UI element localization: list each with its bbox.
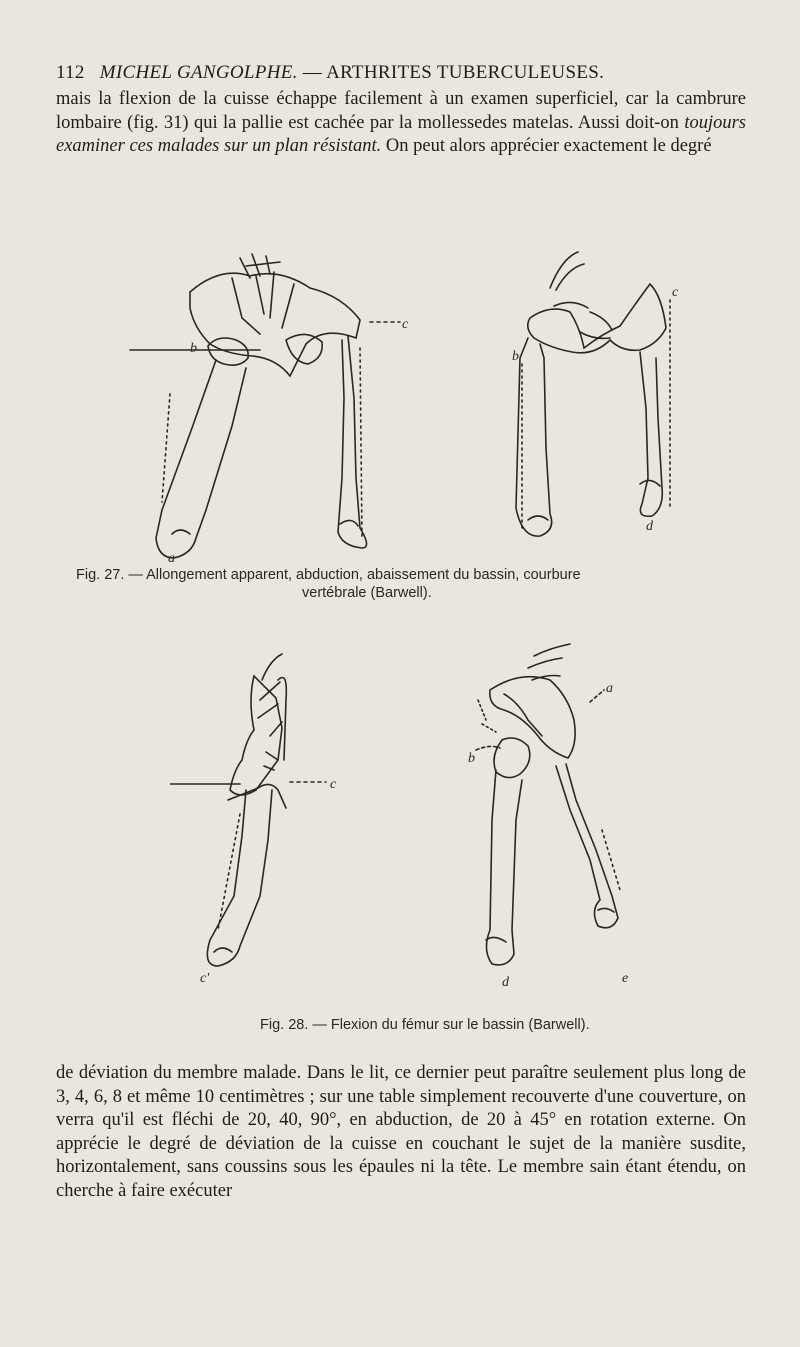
- fig27-label-a-left: a: [168, 551, 175, 566]
- paragraph-top-text-2: On peut alors apprécier exactement le degré: [381, 136, 712, 157]
- figure-27-caption: [76, 566, 756, 602]
- paragraph-top: [56, 88, 746, 159]
- figure-27-caption-line2: vertébrale (Barwell).: [302, 585, 432, 601]
- fig27-label-d-right: d: [646, 519, 653, 534]
- fig27-right-skeleton: [516, 252, 670, 536]
- running-header: [56, 62, 746, 84]
- fig27-left-skeleton: [130, 254, 400, 558]
- fig27-label-c-left: c: [402, 317, 409, 332]
- fig28-label-a: a: [606, 681, 613, 696]
- fig28-label-c: c: [330, 777, 337, 792]
- header-title: ARTHRITES TUBERCULEUSES.: [326, 62, 605, 83]
- figure-27-caption-line1: Fig. 27. — Allongement apparent, abduction, abaissement du bassin, courbure: [76, 567, 581, 583]
- fig28-label-e: e: [622, 971, 629, 986]
- page-number: 112: [56, 62, 85, 83]
- figure-28: [170, 640, 670, 1006]
- fig28-right-skeleton: [476, 644, 620, 965]
- header-separator: —: [302, 62, 323, 83]
- fig27-label-c-right: c: [672, 285, 679, 300]
- fig28-label-c-prime: c': [200, 971, 210, 986]
- fig28-label-d: d: [502, 975, 509, 990]
- header-author: MICHEL GANGOLPHE.: [99, 62, 298, 83]
- figure-27: [110, 248, 690, 566]
- paragraph-top-italic: toujours examiner ces malades sur un plan résistant.: [56, 112, 746, 157]
- figure-27-illustration: [110, 248, 690, 566]
- paragraph-bottom: de déviation du membre malade. Dans le lit, ce dernier peut paraître seulement plus long de 3, 4, 6, 8 et même 10 centimètres ; sur une table simplement recouverte d'une couverture, on verra qu'il est fléchi de 20, 40, 90°, en abduction, de 20 à 45° en rotation externe. On apprécie le degré de déviation de la cuisse en couchant le sujet de la manière susdite, horizontalement, sans coussins sous les épaules ni la tête. Le membre sain étant étendu, on cherche à faire exécuter: [56, 1063, 746, 1201]
- fig27-label-b-left: b: [190, 341, 197, 356]
- paragraph-top-text-1: mais la flexion de la cuisse échappe facilement à un examen superficiel, car la cambrure lombaire (fig. 31) qui la pallie est cachée par la mollessedes matelas. Aussi doit-on: [56, 89, 746, 133]
- figure-28-caption: Fig. 28. — Flexion du fémur sur le bassin (Barwell).: [260, 1017, 590, 1033]
- fig27-label-b-right: b: [512, 349, 519, 364]
- figure-28-illustration: [170, 640, 670, 1006]
- fig28-label-b: b: [468, 751, 475, 766]
- fig28-left-skeleton: [170, 654, 326, 966]
